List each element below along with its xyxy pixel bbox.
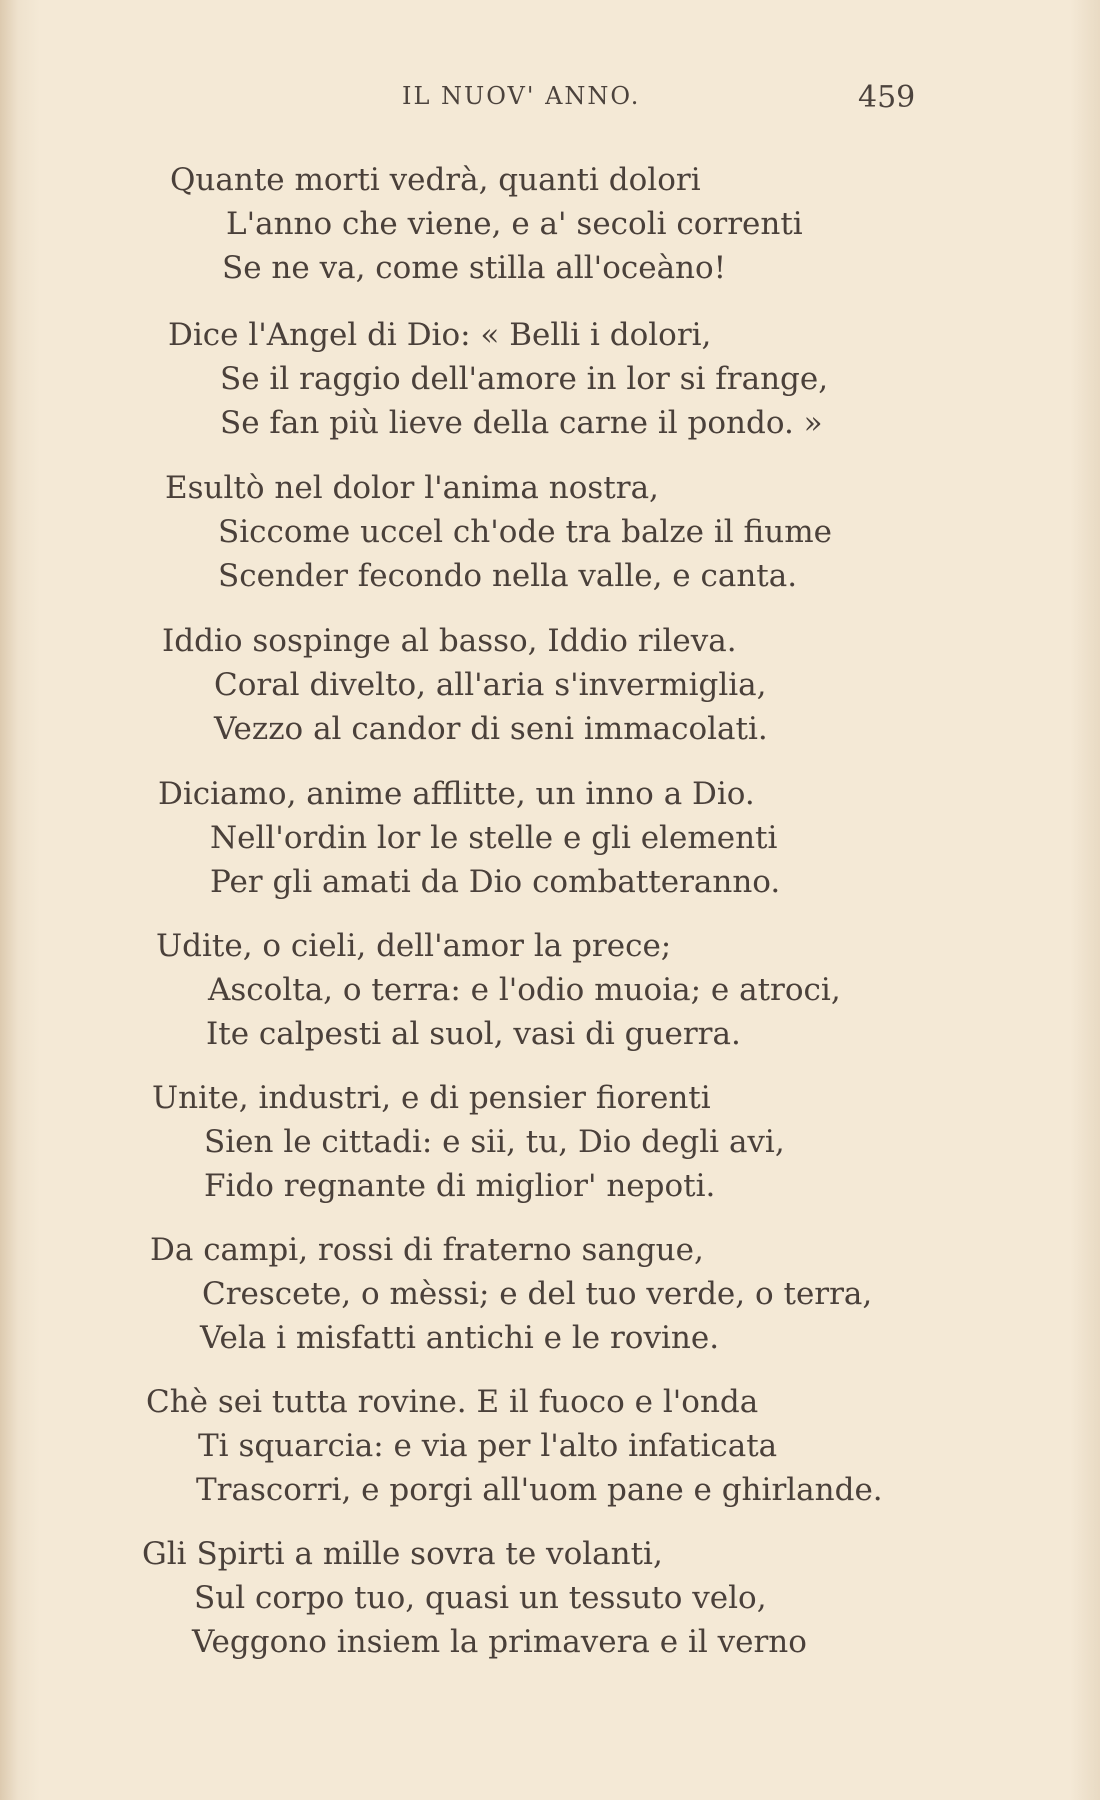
verse-line: Vezzo al candor di seni immacolati. bbox=[214, 711, 768, 747]
verse-line: Dice l'Angel di Dio: « Belli i dolori, bbox=[168, 317, 712, 353]
verse-line: Scender fecondo nella valle, e canta. bbox=[218, 558, 798, 594]
verse-line: Fido regnante di miglior' nepoti. bbox=[204, 1168, 716, 1204]
verse-line: Nell'ordin lor le stelle e gli elementi bbox=[210, 820, 778, 856]
verse-line: Ite calpesti al suol, vasi di guerra. bbox=[206, 1016, 741, 1052]
verse-line: Ti squarcia: e via per l'alto infaticata bbox=[198, 1428, 778, 1464]
page-number: 459 bbox=[858, 80, 916, 115]
verse-line: Coral divelto, all'aria s'invermiglia, bbox=[214, 667, 767, 703]
verse-line: Esultò nel dolor l'anima nostra, bbox=[165, 470, 659, 506]
verse-line: Gli Spirti a mille sovra te volanti, bbox=[142, 1536, 663, 1572]
verse-line: Se il raggio dell'amore in lor si frange, bbox=[220, 361, 829, 397]
verse-line: Diciamo, anime afflitte, un inno a Dio. bbox=[158, 776, 755, 812]
verse-line: Sul corpo tuo, quasi un tessuto velo, bbox=[194, 1580, 767, 1616]
page-header bbox=[0, 78, 1100, 118]
verse-line: Iddio sospinge al basso, Iddio rileva. bbox=[162, 623, 737, 659]
verse-line: L'anno che viene, e a' secoli correnti bbox=[226, 206, 803, 242]
verse-line: Per gli amati da Dio combatteranno. bbox=[210, 864, 781, 900]
verse-line: Se ne va, come stilla all'oceàno! bbox=[222, 250, 727, 286]
verse-line: Udite, o cieli, dell'amor la prece; bbox=[156, 928, 672, 964]
verse-line: Se fan più lieve della carne il pondo. » bbox=[220, 405, 823, 441]
verse-line: Quante morti vedrà, quanti dolori bbox=[170, 162, 701, 198]
verse-line: Chè sei tutta rovine. E il fuoco e l'onda bbox=[146, 1384, 759, 1420]
running-title: IL NUOV' ANNO. bbox=[402, 82, 641, 110]
verse-line: Trascorri, e porgi all'uom pane e ghirlande. bbox=[196, 1472, 883, 1508]
verse-line: Unite, industri, e di pensier fiorenti bbox=[152, 1080, 711, 1116]
verse-line: Siccome uccel ch'ode tra balze il fiume bbox=[218, 514, 832, 550]
verse-line: Vela i misfatti antichi e le rovine. bbox=[200, 1320, 720, 1356]
verse-line: Da campi, rossi di fraterno sangue, bbox=[150, 1232, 704, 1268]
verse-line: Veggono insiem la primavera e il verno bbox=[192, 1624, 807, 1660]
verse-line: Crescete, o mèssi; e del tuo verde, o terra, bbox=[202, 1276, 873, 1312]
verse-line: Sien le cittadi: e sii, tu, Dio degli avi, bbox=[204, 1124, 785, 1160]
verse-line: Ascolta, o terra: e l'odio muoia; e atroci, bbox=[208, 972, 841, 1008]
